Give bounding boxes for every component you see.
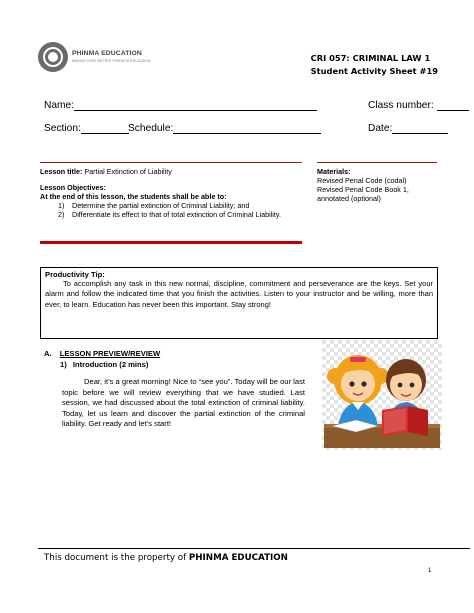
intro-number: 1) bbox=[60, 360, 67, 369]
intro-title: Introduction (2 mins) bbox=[72, 360, 149, 369]
lesson-title-label: Lesson title: bbox=[40, 167, 83, 176]
objective-number: 1) bbox=[58, 201, 65, 210]
class-number-field[interactable] bbox=[368, 100, 469, 111]
objectives-heading: Lesson Objectives: bbox=[40, 183, 106, 192]
material-item: Revised Penal Code (codal) bbox=[317, 176, 407, 185]
footer-owner: PHINMA EDUCATION bbox=[188, 553, 288, 563]
objectives-intro: At the end of this lesson, the students shall be able to: bbox=[40, 192, 227, 201]
section-a-heading bbox=[44, 349, 160, 358]
intro-heading bbox=[60, 360, 148, 369]
lesson-title bbox=[40, 167, 302, 176]
class-number-label: Class number: bbox=[368, 100, 434, 111]
lesson-title-value: Partial Extinction of Liability bbox=[84, 167, 172, 176]
section-line[interactable] bbox=[81, 123, 129, 134]
material-item: Revised Penal Code Book 1, annotated (optional) bbox=[317, 185, 409, 203]
section-letter: A. bbox=[44, 349, 52, 358]
intro-paragraph: Dear, it’s a great morning! Nice to “see you”. Today will be our last topic before we will review everything that we have studied. Last session, we had discussed about the total extinction of criminal liability. Today, let us learn and discover the partial extinction of the criminal liability. Get ready and let’s start! bbox=[62, 377, 305, 428]
materials-box bbox=[317, 162, 437, 203]
phinma-logo bbox=[38, 42, 151, 72]
section-title: LESSON PREVIEW/REVIEW bbox=[59, 349, 161, 358]
page-number: 1 bbox=[428, 568, 432, 574]
sheet-number: Student Activity Sheet #19 bbox=[310, 66, 438, 76]
footer-ownership bbox=[44, 553, 288, 563]
schedule-field[interactable] bbox=[128, 123, 321, 134]
productivity-tip-box bbox=[40, 267, 438, 339]
tip-body: To accomplish any task in this new normal, discipline, commitment and perseverance are the keys. Set your alarm and follow the indicated time that you finish the activities. Listen to your instructor and be willing, more than ever, to learn. Education has never been this important. Stay strong! bbox=[45, 279, 433, 309]
objective-text: Determine the partial extinction of Criminal Liability; and bbox=[72, 201, 250, 210]
objective-text: Differentiate its effect to that of total extinction of Criminal Liability. bbox=[72, 210, 281, 219]
schedule-line[interactable] bbox=[173, 123, 321, 134]
section-field[interactable] bbox=[44, 123, 129, 134]
date-label: Date: bbox=[368, 123, 393, 134]
name-label: Name: bbox=[44, 100, 75, 111]
schedule-label: Schedule: bbox=[128, 123, 174, 134]
materials-heading: Materials: bbox=[317, 167, 351, 176]
book-icon bbox=[382, 406, 428, 436]
course-code: CRI 057: CRIMINAL LAW 1 bbox=[310, 53, 431, 63]
objective-item bbox=[40, 201, 302, 210]
footer-divider bbox=[38, 548, 470, 549]
date-line[interactable] bbox=[392, 123, 448, 134]
lesson-box bbox=[40, 162, 302, 244]
section-label: Section: bbox=[44, 123, 81, 134]
objective-number: 2) bbox=[58, 210, 65, 219]
date-field[interactable] bbox=[368, 123, 448, 134]
objective-item bbox=[40, 210, 302, 219]
name-field[interactable] bbox=[44, 100, 317, 111]
org-name: PHINMA EDUCATION bbox=[72, 49, 142, 57]
class-number-line[interactable] bbox=[437, 100, 469, 111]
footer-prefix: This document is the property of bbox=[44, 553, 187, 563]
kids-reading-illustration bbox=[322, 340, 442, 450]
org-tagline: MAKING LIVES BETTER THROUGH EDUCATION bbox=[72, 58, 151, 63]
tip-heading: Productivity Tip: bbox=[45, 270, 105, 279]
name-line[interactable] bbox=[74, 100, 317, 111]
logo-emblem-icon bbox=[38, 42, 68, 72]
document-header bbox=[311, 52, 438, 78]
